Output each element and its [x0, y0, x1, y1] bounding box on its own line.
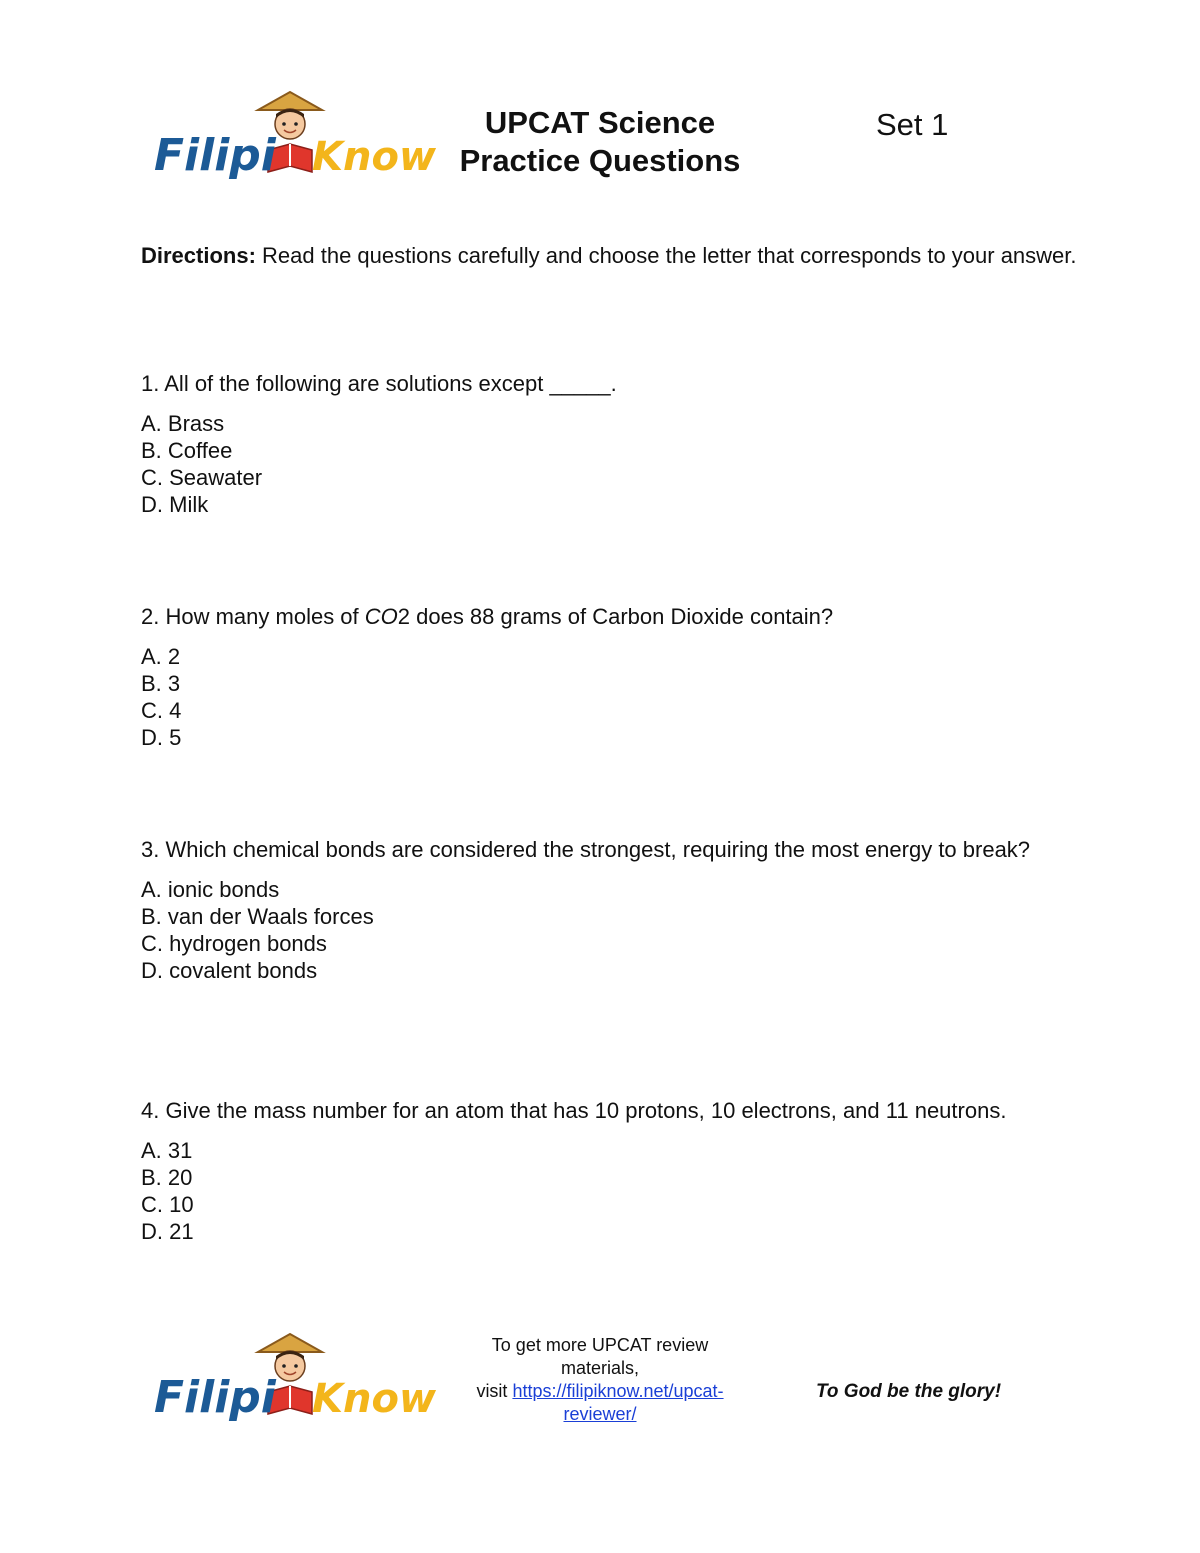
question-body: Give the mass number for an atom that has 10 protons, 10 electrons, and 11 neutrons.: [159, 1098, 1007, 1123]
directions-label: Directions:: [141, 243, 256, 268]
page-title: [430, 104, 770, 180]
question-2: [141, 603, 1061, 751]
question-number: 3.: [141, 837, 160, 862]
directions: [141, 241, 1081, 270]
question-number: 2.: [141, 604, 160, 629]
question-4: [141, 1097, 1061, 1245]
footer-line-2: [455, 1380, 745, 1426]
option-d[interactable]: D. Milk: [141, 492, 209, 517]
question-body-end: 2 does 88 grams of Carbon Dioxide contain?: [397, 604, 834, 629]
option-d[interactable]: D. 21: [141, 1219, 194, 1244]
option-a[interactable]: A. ionic bonds: [141, 877, 280, 902]
question-text: [141, 603, 1061, 631]
footer-logo: [150, 1330, 436, 1430]
filipiknow-logo-icon: [150, 1330, 436, 1430]
svg-text:Filipi: Filipi: [154, 1372, 276, 1423]
footer-line-1: To get more UPCAT review materials,: [491, 1335, 709, 1378]
reviewer-link[interactable]: https://filipiknow.net/upcat-reviewer/: [512, 1381, 724, 1424]
option-a[interactable]: A. 31: [141, 1138, 193, 1163]
svg-text:Know: Know: [312, 134, 436, 180]
svg-text:Know: Know: [312, 1376, 436, 1422]
option-a[interactable]: A. Brass: [141, 411, 225, 436]
footer-glory: To God be the glory!: [816, 1381, 1002, 1402]
option-b[interactable]: B. Coffee: [141, 438, 233, 463]
title-line-2: Practice Questions: [459, 143, 741, 178]
question-3: [141, 836, 1061, 984]
option-d[interactable]: D. covalent bonds: [141, 958, 318, 983]
option-c[interactable]: C. 4: [141, 698, 182, 723]
directions-text: Read the questions carefully and choose the letter that corresponds to your answer.: [255, 243, 1077, 268]
option-a[interactable]: A. 2: [141, 644, 181, 669]
option-c[interactable]: C. 10: [141, 1192, 194, 1217]
option-b[interactable]: B. 3: [141, 671, 181, 696]
option-b[interactable]: B. van der Waals forces: [141, 904, 374, 929]
header-logo: [150, 88, 436, 188]
visit-label: visit: [476, 1381, 513, 1401]
question-body: All of the following are solutions except _____.: [159, 371, 617, 396]
svg-text:Filipi: Filipi: [154, 130, 276, 181]
question-1: [141, 370, 1061, 518]
question-number: 1.: [141, 371, 160, 396]
filipiknow-logo-icon: [150, 88, 436, 188]
question-number: 4.: [141, 1098, 160, 1123]
question-body: How many moles of: [159, 604, 365, 629]
title-line-1: UPCAT Science: [484, 105, 716, 140]
option-c[interactable]: C. hydrogen bonds: [141, 931, 327, 956]
option-b[interactable]: B. 20: [141, 1165, 193, 1190]
question-text: [141, 836, 1061, 864]
question-text: [141, 1097, 1061, 1125]
question-text: [141, 370, 1061, 398]
option-d[interactable]: D. 5: [141, 725, 182, 750]
option-c[interactable]: C. Seawater: [141, 465, 263, 490]
chemical-formula: CO: [364, 604, 398, 629]
question-body: Which chemical bonds are considered the strongest, requiring the most energy to break?: [159, 837, 1031, 862]
footer-review-note: [455, 1334, 745, 1426]
set-label: Set 1: [876, 107, 949, 142]
